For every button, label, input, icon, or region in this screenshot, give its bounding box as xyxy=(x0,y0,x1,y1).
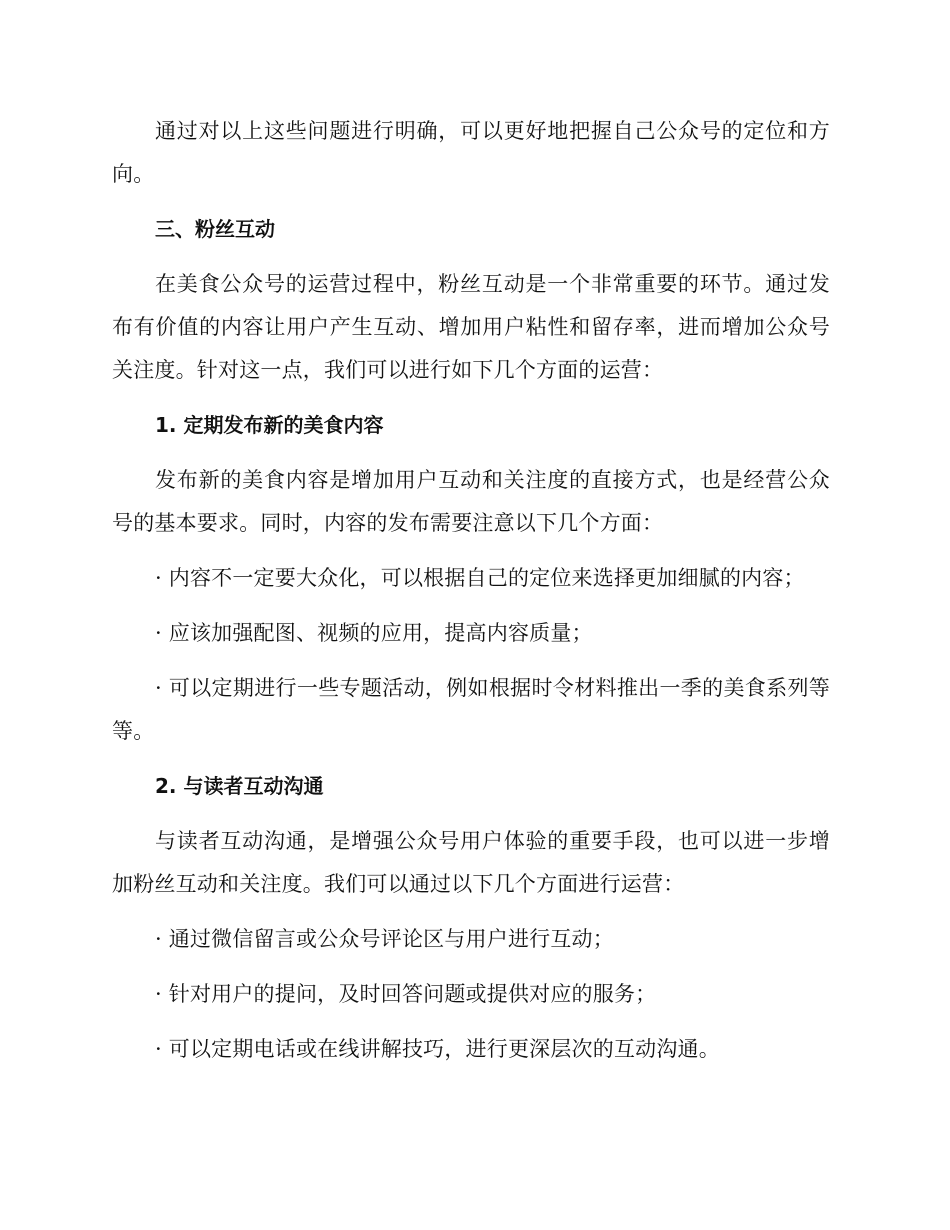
subsection-1-paragraph: 发布新的美食内容是增加用户互动和关注度的直接方式，也是经营公众号的基本要求。同时，内容的发布需要注意以下几个方面： xyxy=(112,468,830,535)
bullet-item: · 针对用户的提问，及时回答问题或提供对应的服务； xyxy=(155,982,657,1006)
bullet-item: · 内容不一定要大众化，可以根据自己的定位来选择更加细腻的内容； xyxy=(155,566,805,590)
subsection-2-paragraph: 与读者互动沟通，是增强公众号用户体验的重要手段，也可以进一步增加粉丝互动和关注度。我们可以通过以下几个方面进行运营： xyxy=(112,829,830,896)
intro-paragraph: 通过对以上这些问题进行明确，可以更好地把握自己公众号的定位和方向。 xyxy=(112,119,830,186)
subsection-1-heading: 1. 定期发布新的美食内容 xyxy=(155,413,384,437)
bullet-item: · 应该加强配图、视频的应用，提高内容质量； xyxy=(155,621,593,645)
bullet-item: · 可以定期电话或在线讲解技巧，进行更深层次的互动沟通。 xyxy=(155,1037,720,1061)
bullet-item: · 可以定期进行一些专题活动，例如根据时令材料推出一季的美食系列等等。 xyxy=(112,676,830,743)
document-body xyxy=(112,110,830,1071)
section-3-paragraph: 在美食公众号的运营过程中，粉丝互动是一个非常重要的环节。通过发布有价值的内容让用户产生互动、增加用户粘性和留存率，进而增加公众号关注度。针对这一点，我们可以进行如下几个方面的运营： xyxy=(112,272,830,382)
section-3-heading: 三、粉丝互动 xyxy=(155,217,275,241)
subsection-2-heading: 2. 与读者互动沟通 xyxy=(155,774,324,798)
bullet-item: · 通过微信留言或公众号评论区与用户进行互动； xyxy=(155,927,614,951)
